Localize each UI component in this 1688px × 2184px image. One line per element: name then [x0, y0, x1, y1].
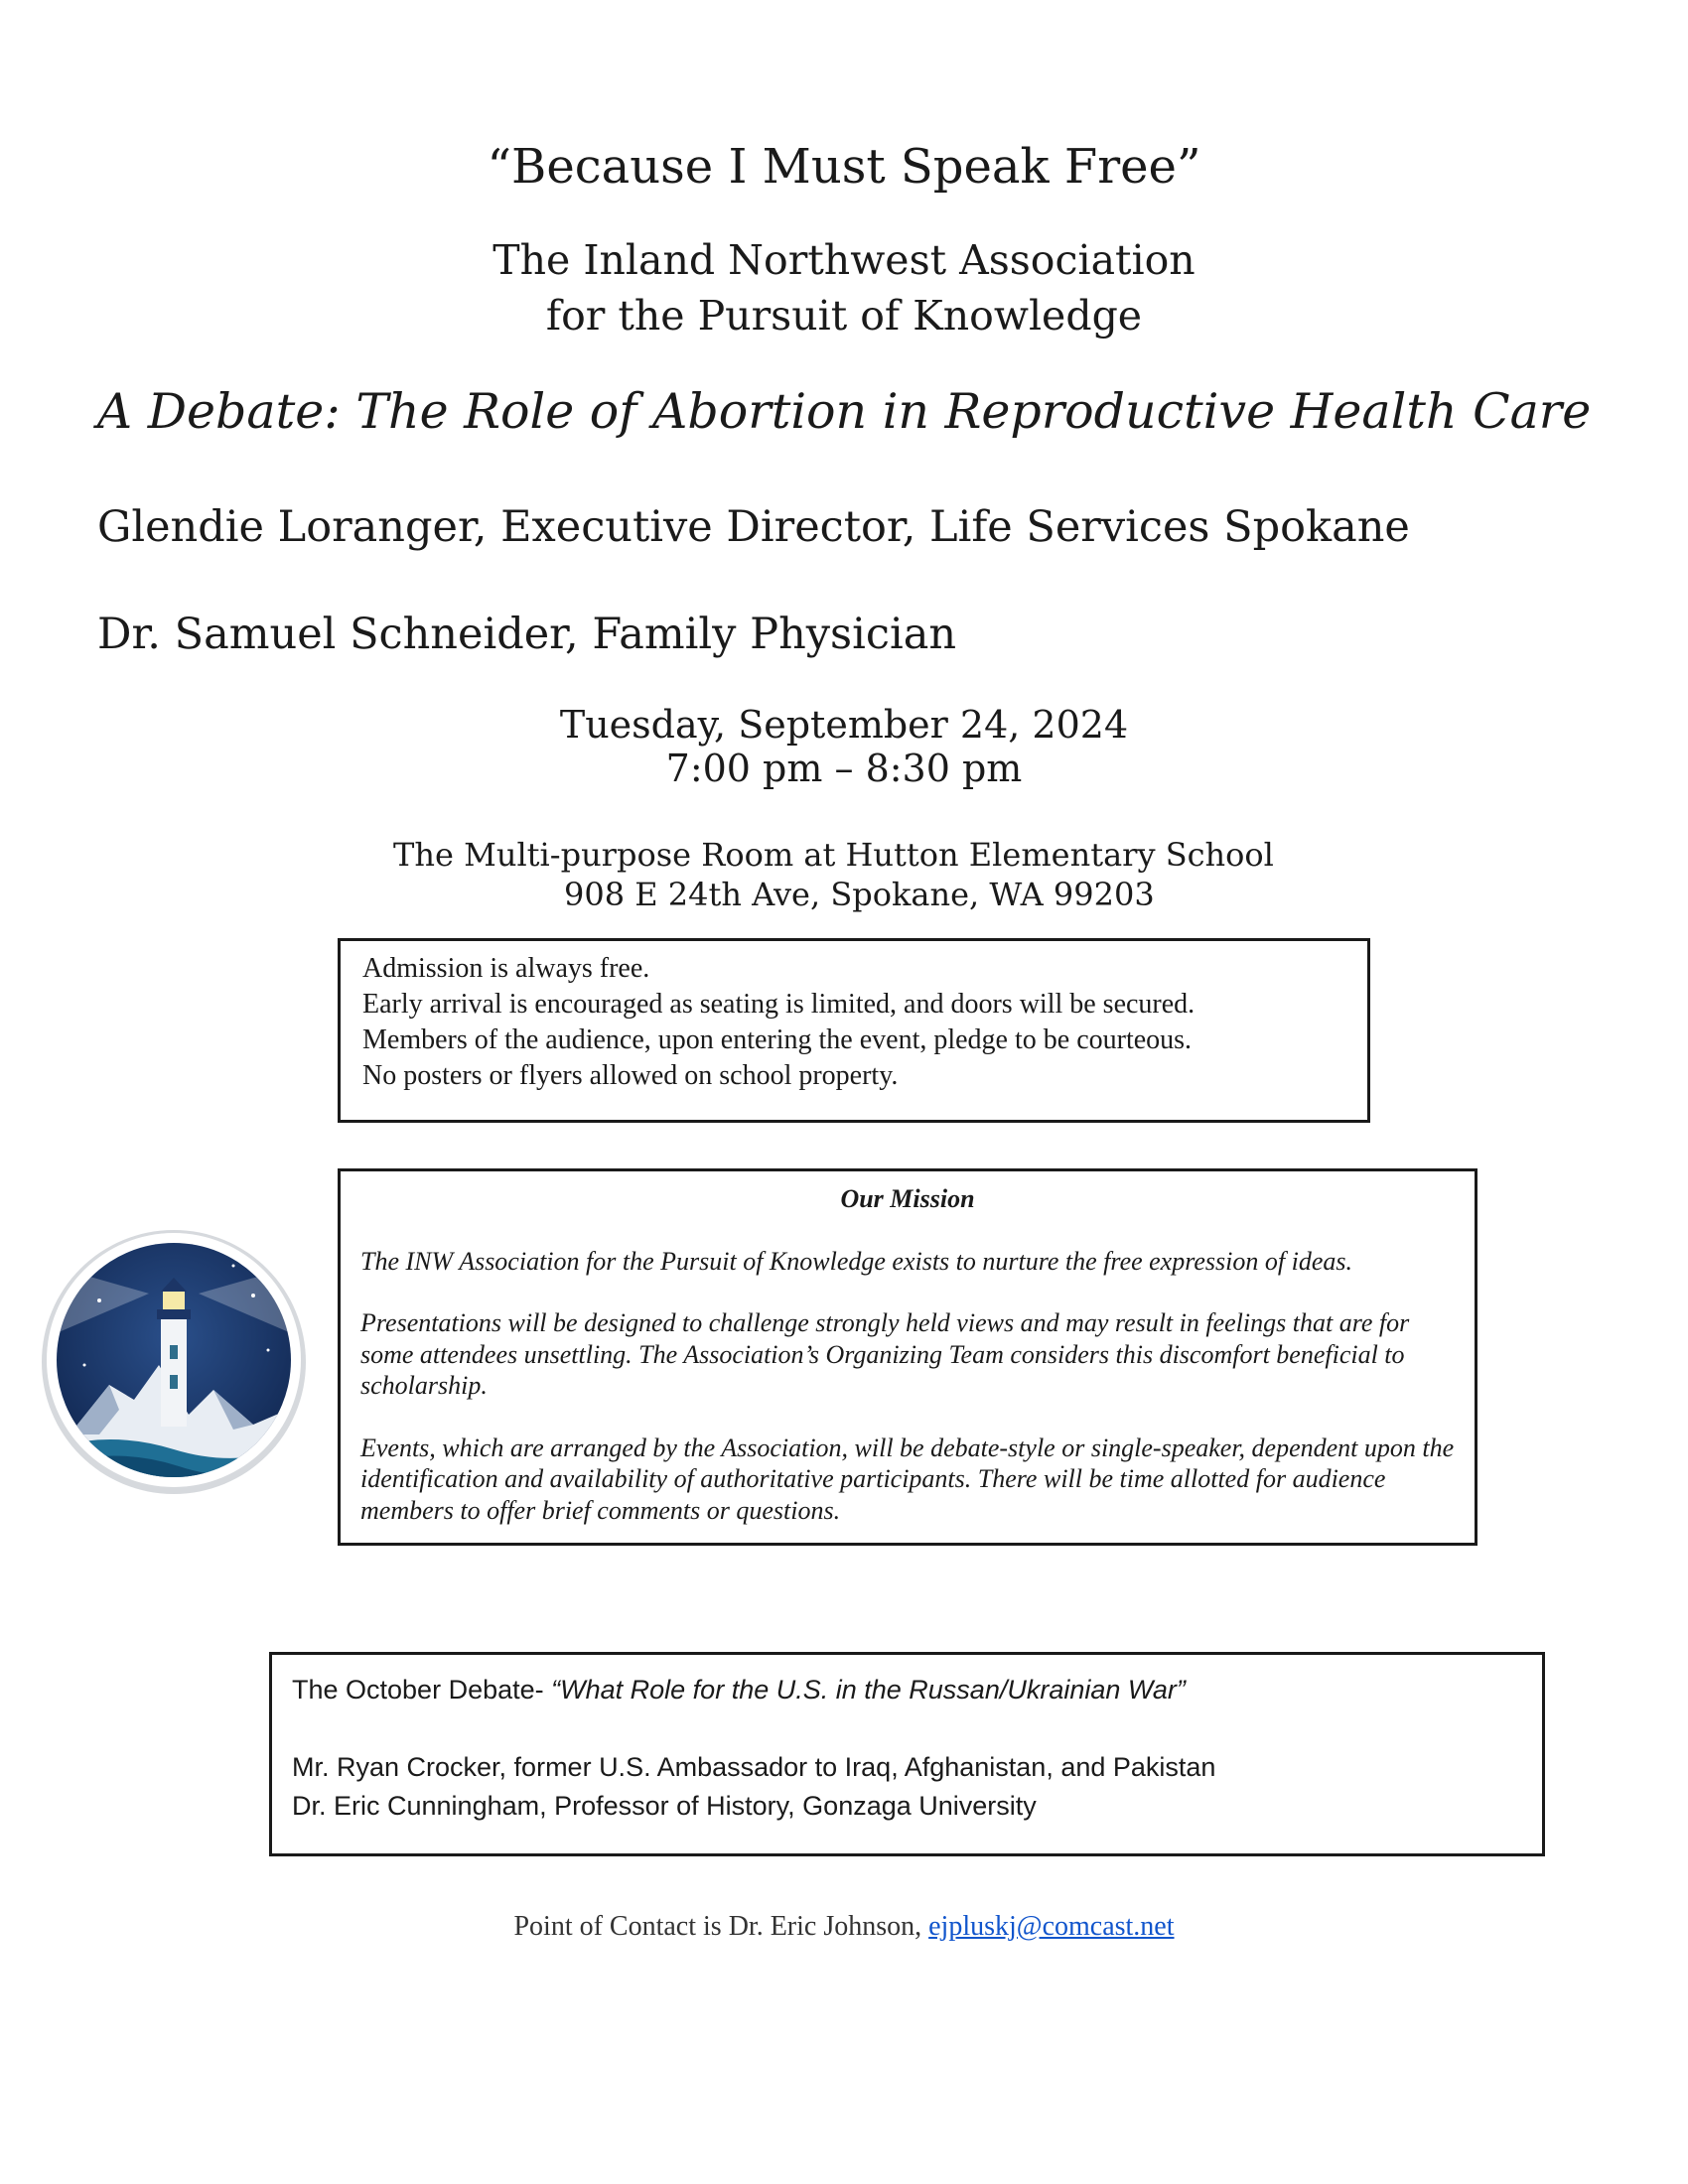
rule-item: Admission is always free.: [362, 953, 650, 984]
event-time: 7:00 pm – 8:30 pm: [665, 747, 1023, 790]
event-date: Tuesday, September 24, 2024: [559, 703, 1129, 747]
speaker-1: Glendie Loranger, Executive Director, Life Services Spokane: [97, 502, 1410, 552]
october-debate-box: [269, 1652, 1545, 1856]
october-speaker-1: Mr. Ryan Crocker, former U.S. Ambassador to Iraq, Afghanistan, and Pakistan: [292, 1752, 1216, 1782]
october-topic: “What Role for the U.S. in the Russan/Ukrainian War”: [551, 1675, 1186, 1705]
mission-paragraph: Events, which are arranged by the Association, will be debate-style or single-speaker, dependent upon the identification and availability of authoritative participants. There will be time allotted for audience members to offer brief comments or questions.: [360, 1433, 1455, 1525]
lighthouse-logo-icon: [40, 1226, 308, 1494]
october-speaker-2: Dr. Eric Cunningham, Professor of History, Gonzaga University: [292, 1791, 1037, 1821]
rules-box: [338, 938, 1370, 1123]
rule-item: No posters or flyers allowed on school property.: [362, 1060, 899, 1091]
event-venue: The Multi-purpose Room at Hutton Elementary School: [393, 836, 1274, 874]
october-label: The October Debate-: [292, 1675, 552, 1705]
event-slogan: “Because I Must Speak Free”: [487, 139, 1201, 195]
contact-line: [0, 1911, 1688, 1943]
org-name-line2: for the Pursuit of Knowledge: [545, 292, 1143, 340]
contact-prefix: Point of Contact is Dr. Eric Johnson,: [513, 1911, 929, 1942]
rule-item: Members of the audience, upon entering the event, pledge to be courteous.: [362, 1024, 1193, 1055]
event-address: 908 E 24th Ave, Spokane, WA 99203: [564, 876, 1155, 913]
speaker-2: Dr. Samuel Schneider, Family Physician: [97, 610, 957, 659]
rule-item: Early arrival is encouraged as seating is limited, and doors will be secured.: [362, 989, 1196, 1020]
mission-box: [338, 1168, 1477, 1546]
mission-paragraph: Presentations will be designed to challenge strongly held views and may result in feelings that are for some attendees unsettling. The Association’s Organizing Team considers this discomfort beneficial to scholarship.: [360, 1308, 1410, 1400]
mission-paragraph: The INW Association for the Pursuit of Knowledge exists to nurture the free expression of ideas.: [360, 1246, 1352, 1276]
org-name-line1: The Inland Northwest Association: [492, 236, 1196, 284]
mission-title: Our Mission: [840, 1184, 975, 1213]
contact-email-link[interactable]: ejpluskj@comcast.net: [928, 1911, 1175, 1942]
debate-title: A Debate: The Role of Abortion in Reproductive Health Care: [96, 383, 1592, 440]
october-heading: [292, 1671, 1522, 1709]
